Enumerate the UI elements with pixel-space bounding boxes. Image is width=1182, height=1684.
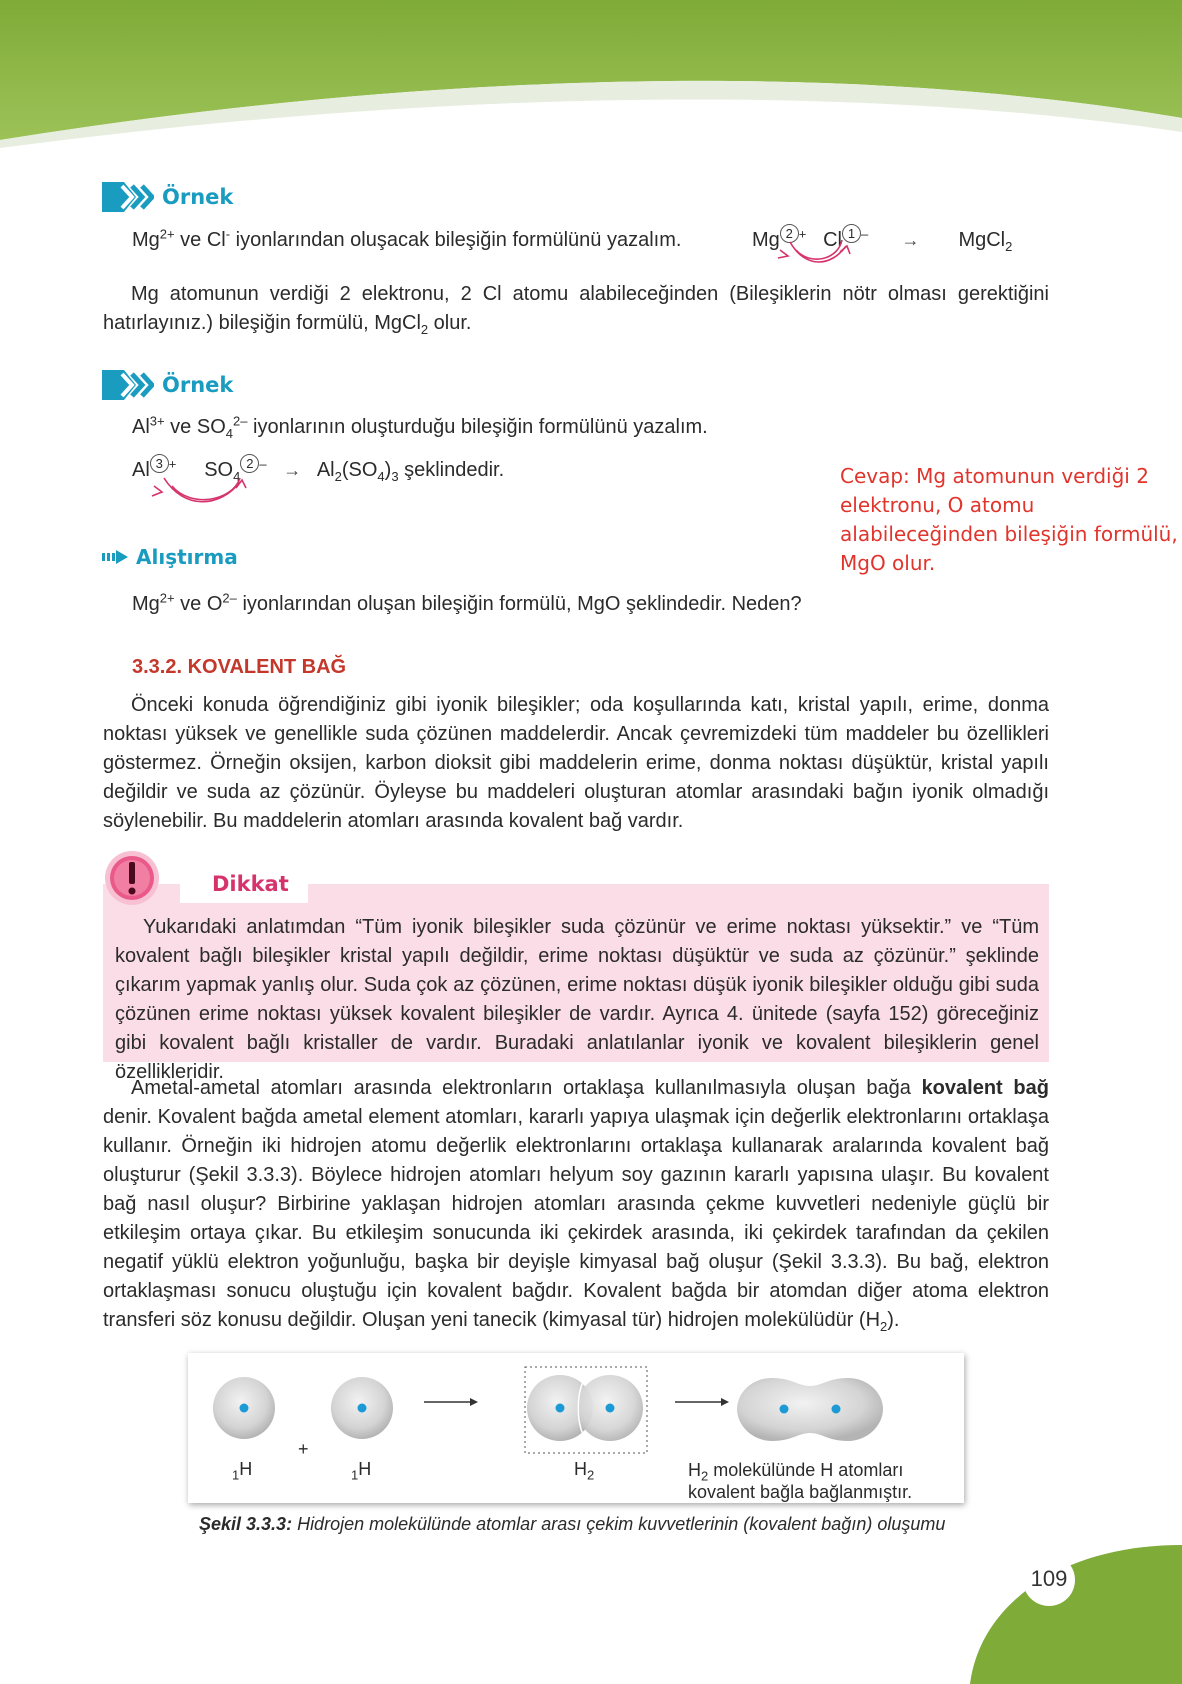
crossover-arrows-icon [776,236,866,266]
exercise-label: Alıştırma [136,545,238,569]
warning-text: Yukarıdaki anlatımdan “Tüm iyonik bileşikler suda çözünür ve erime noktası yüksektir.” ve “Tüm kovalent bağlı bileşikler kristal yapılı değildir, erime noktası düşüktür ve suda az çözünür.” şeklinde çıkarım yapmak yanlış olur. Suda çok az çözünen, erime noktası düşük iyonik bileşikler olduğu gibi suda çözünen erime noktası yüksek kovalent bileşikler de vardır. Ayrıca 4. ünitede (sayfa 152) göreceğiniz gibi kovalent bağlı kristaller de vardır. Buradaki anlatılanlar iyonik ve kovalent bileşiklerin genel özellikleridir. [115,916,1039,1083]
covalent-bond-term: kovalent bağ [921,1077,1049,1099]
section-title: 3.3.2. KOVALENT BAĞ [132,656,347,678]
atom-label: $_1$H [232,1459,253,1483]
page-number: 109 [1030,1566,1068,1591]
example-label: Örnek [162,373,234,397]
ion-diagram: Mg 2 + Cl 1 – → MgCl$_2$ [752,226,1013,254]
example-heading [102,180,233,214]
charge-circle: 3 [150,454,169,473]
example-question: $Al^{3+}$ ve $SO_4^{2-}$ iyonlarının oluşturduğu bileşiğin formülünü yazalım. [132,413,708,441]
h2-molecule [737,1378,883,1441]
plus-sign: + [298,1439,309,1459]
exercise-heading [102,545,238,569]
section-paragraph: Önceki konuda öğrendiğiniz gibi iyonik bileşikler; oda koşullarında katı, kristal yapılı, erime, donma noktası yüksek ve genellikle suda çözünen maddelerdir. Ancak çevremizdeki tüm maddeler bu özellikleri göstermez. Örneğin oksijen, karbon dioksit gibi maddelerin erime, donma noktası düşüktür, kristal yapılı değildir ve suda az çözünür. Öyleyse bu maddeleri oluşturan atomlar arasındaki bağın iyonik olmadığı söylenebilir. Bu maddelerin atomları arasında kovalent bağ vardır. [103,694,1049,832]
example-explanation: Mg atomunun verdiği 2 elektronu, 2 Cl atomu alabileceğinden (Bileşiklerin nötr olması gerektiğini hatırlayınız.) bileşiğin formülü, MgCl$_2$ olur. [103,283,1049,337]
ion-diagram: Al 3 + $SO_42$ – → $Al_2(SO_4)_3$ şeklindedir. [132,456,505,484]
charge-circle: 2 [780,224,799,243]
double-chevron-icon [102,368,154,402]
atom-label: $_1$H [351,1459,372,1483]
answer-note: Cevap: Mg atomunun verdiği 2 elektronu, O atomu alabileceğinden bileşiğin formülü, MgO olur. [840,464,1178,575]
example-question: $Mg^{2+}$ ve Cl- iyonlarından oluşacak bileşiğin formülünü yazalım. [132,226,682,251]
warning-label: Dikkat [212,872,289,896]
figure [188,1353,964,1503]
double-chevron-icon [102,180,154,214]
charge-circle: 1 [842,224,861,243]
crossover-arrows-icon [150,474,260,508]
molecule-label: $H_2$ [574,1459,595,1483]
charge-circle: 2 [240,454,259,473]
figure-caption: Şekil 3.3.3: Hidrojen molekülünde atomlar arası çekim kuvvetlerinin (kovalent bağın) oluşumu [199,1514,946,1534]
page-corner [970,1545,1182,1684]
exclamation-icon [104,850,160,906]
exercise-arrow-icon [102,550,128,564]
figure-description: $H_2$ molekülünde H atomları kovalent bağla bağlanmıştır. [688,1460,913,1502]
exercise-question: $Mg^{2+}$ ve $O^{2-}$ iyonlarından oluşan bileşiğin formülü, MgO şeklindedir. Neden? [132,590,802,615]
example-heading [102,368,233,402]
covalent-paragraph: Ametal-ametal atomları arasında elektronların ortaklaşa kullanılmasıyla oluşan bağa kovalent bağ denir. Kovalent bağda ametal element atomları, kararlı yapıya ulaşmak için değerlik elektronlarını ortaklaşa kullanır. Örneğin iki hidrojen atomu değerlik elektronlarını ortaklaşa kullanarak aralarında kovalent bağ oluşturur (Şekil 3.3.3). Böylece hidrojen atomları helyum soy gazının kararlı yapısına ulaşır. Bu kovalent bağ nasıl oluşur? Birbirine yaklaşan hidrojen atomları arasında çekme kuvvetleri nedeniyle güçlü bir etkileşim ortaya çıkar. Bu etkileşim sonucunda iki çekirdek arasında, iki çekirdek tarafından da çekilen negatif yüklü elektron yoğunluğu, başka bir deyişle kimyasal bağ oluşur (Şekil 3.3.3). Bu bağ, elektron ortaklaşması sonucu oluştuğu için kovalent bağdır. Kovalent bağda bir atomdan diğer atoma elektron transferi söz konusu değildir. Oluşan yeni tanecik (kimyasal tür) hidrojen molekülüdür $(H_2)$. [103,1077,1049,1334]
example-label: Örnek [162,185,234,209]
header-banner [0,0,1182,150]
